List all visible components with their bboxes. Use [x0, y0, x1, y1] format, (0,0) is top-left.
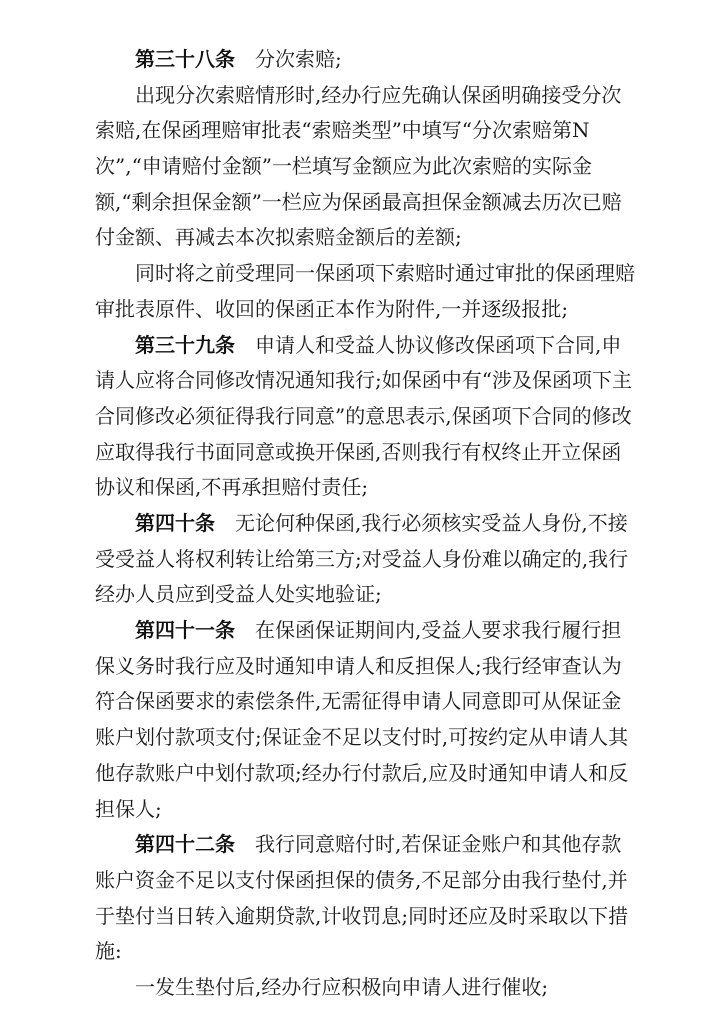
- article-42-heading: [135, 827, 621, 861]
- text-line: 分次索赔;: [255, 47, 342, 71]
- article-38-heading: [135, 42, 342, 76]
- text-line: 索赔,在保函理赔审批表“索赔类型”中填写“分次索赔第N: [95, 118, 590, 142]
- article-40-heading: [135, 506, 628, 540]
- article-number: 第三十八条: [135, 47, 235, 71]
- text-line: 付金额、再减去本次拟索赔金额后的差额;: [95, 225, 462, 249]
- text-line: 于垫付当日转入逾期贷款,计收罚息;同时还应及时采取以下措: [95, 904, 629, 928]
- text-line: 出现分次索赔情形时,经办行应先确认保函明确接受分次: [135, 83, 622, 107]
- text-line: 保义务时我行应及时通知申请人和反担保人;我行经审查认为: [95, 654, 622, 678]
- text-line: 一发生垫付后,经办行应积极向申请人进行催收;: [135, 975, 549, 999]
- text-line: 请人应将合同修改情况通知我行;如保函中有“涉及保函项下主: [95, 368, 632, 392]
- text-line: 无论何种保函,我行必须核实受益人身份,不接: [235, 511, 628, 535]
- text-line: 他存款账户中划付款项;经办行付款后,应及时通知申请人和反: [95, 761, 629, 785]
- article-41-heading: [135, 613, 621, 647]
- article-number: 第四十条: [135, 511, 215, 535]
- text-line: 在保函保证期间内,受益人要求我行履行担: [255, 618, 622, 642]
- text-line: 账户资金不足以支付保函担保的债务,不足部分由我行垫付,并: [95, 868, 628, 892]
- article-number: 第四十二条: [135, 832, 235, 856]
- text-line: 施:: [95, 939, 122, 963]
- article-number: 第三十九条: [135, 333, 235, 357]
- text-line: 账户划付款项支付;保证金不足以支付时,可按约定从申请人其: [95, 725, 629, 749]
- text-line: 同时将之前受理同一保函项下索赔时通过审批的保函理赔: [135, 261, 635, 285]
- text-line: 担保人;: [95, 797, 162, 821]
- text-line: 应取得我行书面同意或换开保函,否则我行有权终止开立保函: [95, 440, 622, 464]
- text-line: 申请人和受益人协议修改保函项下合同,申: [255, 333, 622, 357]
- text-line: 协议和保函,不再承担赔付责任;: [95, 475, 369, 499]
- text-line: 额,“剩余担保金额”一栏应为保函最高担保金额减去历次已赔: [95, 190, 622, 214]
- text-line: 受受益人将权利转让给第三方;对受益人身份难以确定的,我行: [95, 547, 629, 571]
- text-line: 次”,“申请赔付金额”一栏填写金额应为此次索赔的实际金: [95, 154, 593, 178]
- text-line: 经办人员应到受益人处实地验证;: [95, 582, 382, 606]
- text-line: 我行同意赔付时,若保证金账户和其他存款: [255, 832, 622, 856]
- text-line: 符合保函要求的索偿条件,无需征得申请人同意即可从保证金: [95, 689, 622, 713]
- article-number: 第四十一条: [135, 618, 235, 642]
- article-39-heading: [135, 328, 621, 362]
- text-line: 合同修改必须征得我行同意”的意思表示,保函项下合同的修改: [95, 404, 632, 428]
- text-line: 审批表原件、收回的保函正本作为附件,一并逐级报批;: [95, 297, 569, 321]
